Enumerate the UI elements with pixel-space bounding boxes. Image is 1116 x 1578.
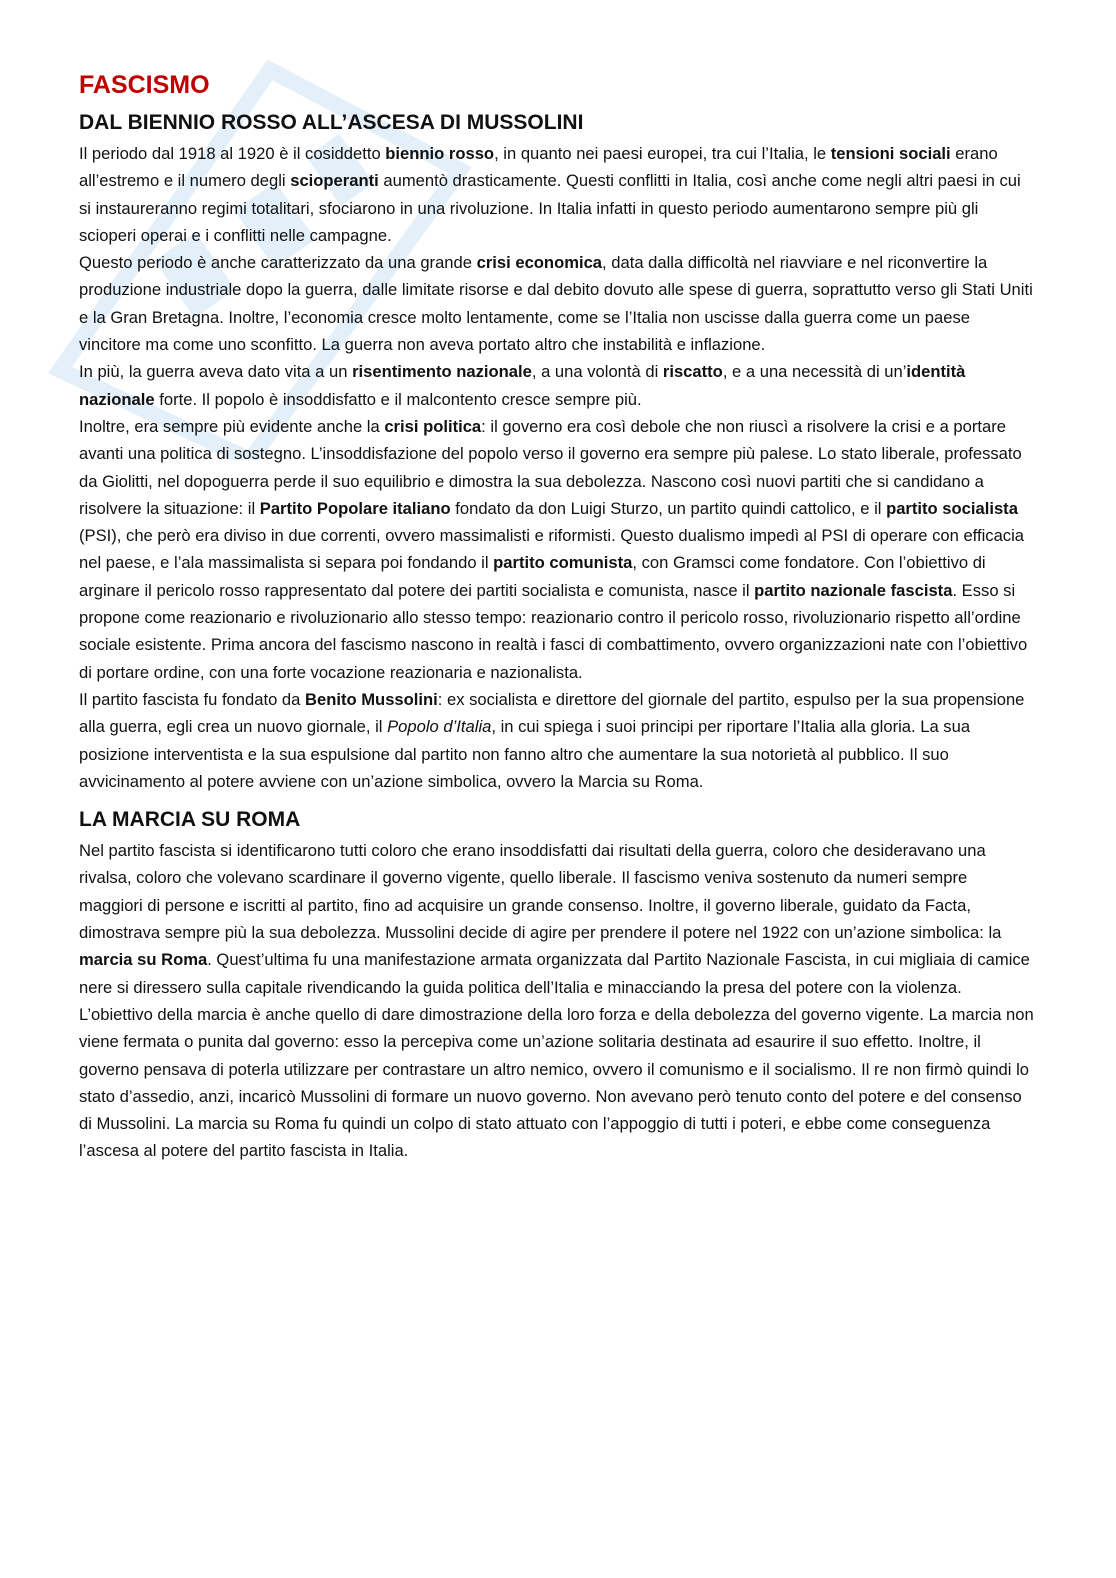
page-title: FASCISMO <box>79 71 210 99</box>
bold-term: riscatto <box>662 362 723 382</box>
section-heading-biennio: DAL BIENNIO ROSSO ALL’ASCESA DI MUSSOLINI <box>79 111 584 134</box>
bold-term: biennio rosso <box>385 144 495 163</box>
bold-term: partito comunista <box>493 553 633 573</box>
bold-term: partito nazionale fascista <box>754 580 953 600</box>
italic-term: Popolo d’Italia <box>387 717 492 737</box>
bold-term: crisi politica <box>384 416 482 436</box>
bold-term: risentimento nazionale <box>352 362 532 382</box>
paragraph-mussolini: Il partito fascista fu fondato da Benito Mussolini: ex socialista e direttore del giornale del partito, espulso per la sua propensione alla guerra, egli crea un nuovo giornale, il Popolo d’Italia, in cui spiega i suoi principi per riportare l’Italia alla gloria. La sua posizione interventista e la sua espulsione dal partito non fanno altro che aumentare la sua notorietà al pubblico. Il suo avvicinamento al potere avviene con un’azione simbolica, ovvero la Marcia su Roma. <box>79 689 1025 791</box>
paragraph-crisi-politica: Inoltre, era sempre più evidente anche la crisi politica: il governo era così debole che non riuscì a risolvere la crisi e a portare avanti una politica di sostegno. L’insoddisfazione del popolo verso il governo era sempre più palese. Lo stato liberale, professato da Giolitti, nel dopoguerra perde il suo equilibrio e dimostra la sua debolezza. Nascono così nuovi partiti che si candidano a risolvere la situazione: il Partito Popolare italiano fondato da don Luigi Sturzo, un partito quindi cattolico, e il partito socialista (PSI), che però era diviso in due correnti, ovvero massimalisti e riformisti. Questo dualismo impedì al PSI di operare con efficacia nel paese, e l’ala massimalista si separa poi fondando il partito comunista, con Gramsci come fondatore. Con l’obiettivo di arginare il pericolo rosso rappresentato dal potere dei partiti socialista e comunista, nasce il partito nazionale fascista. Esso si propone come reazionario e rivoluzionario allo stesso tempo: reazionario contro il pericolo rosso, rivoluzionario rispetto all’ordine sociale esistente. Prima ancora del fascismo nascono in realtà i fasci di combattimento, ovvero organizzazioni nate con l’obiettivo di portare ordine, con una forte vocazione reazionaria e nazionalista. <box>79 416 1028 682</box>
paragraph-risentimento: In più, la guerra aveva dato vita a un risentimento nazionale, a una volontà di riscatto, e a una necessità di un’identità nazionale forte. Il popolo è insoddisfatto e il malcontento cresce sempre più. <box>79 362 966 409</box>
bold-term: identità nazionale <box>79 362 966 409</box>
section-heading-marcia: LA MARCIA SU ROMA <box>79 808 301 832</box>
bold-term: Partito Popolare italiano <box>259 498 451 518</box>
bold-term: crisi economica <box>476 253 603 273</box>
paragraph-biennio-rosso: Il periodo dal 1918 al 1920 è il cosiddetto biennio rosso, in quanto nei paesi europei, tra cui l’Italia, le tensioni sociali erano all’estremo e il numero degli scioperanti aumentò drasticamente. Questi conflitti in Italia, così anche come negli altri paesi in cui si instaureranno regimi totalitari, sfociarono in una rivoluzione. In Italia infatti in questo periodo aumentarono sempre più gli scioperi operai e i conflitti nelle campagne. <box>79 144 1021 245</box>
bold-term: marcia su Roma <box>79 950 208 970</box>
bold-term: partito socialista <box>886 498 1018 518</box>
paragraph-marcia-su-roma: Nel partito fascista si identificarono tutti coloro che erano insoddisfatti dai risultati della guerra, coloro che desideravano una rivalsa, coloro che volevano scardinare il governo vigente, quello liberale. Il fascismo veniva sostenuto da numeri sempre maggiori di persone e iscritti al partito, fino ad acquisire un grande consenso. Inoltre, il governo liberale, guidato da Facta, dimostrava sempre più la sua debolezza. Mussolini decide di agire per prendere il potere nel 1922 con un’azione simbolica: la marcia su Roma. Quest’ultima fu una manifestazione armata organizzata dal Partito Nazionale Fascista, in cui migliaia di camice nere si diressero sulla capitale rivendicando la guida politica dell’Italia e minacciando la presa del potere con la violenza. L’obiettivo della marcia è anche quello di dare dimostrazione della loro forza e della debolezza del governo vigente. La marcia non viene fermata o punita dal governo: esso la percepiva come un’azione solitaria destinata ad esaurire il suo effetto. Inoltre, il governo pensava di poterla utilizzare per contrastare un altro nemico, ovvero il comunismo e il socialismo. Il re non firmò quindi lo stato d’assedio, anzi, incaricò Mussolini di formare un nuovo governo. Non avevano però tenuto conto del potere e del consenso di Mussolini. La marcia su Roma fu quindi un colpo di stato attuato con l’appoggio di tutti i poteri, e ebbe come conseguenza l’ascesa al potere del partito fascista in Italia. <box>79 841 1034 1161</box>
paragraph-crisi-economica: Questo periodo è anche caratterizzato da una grande crisi economica, data dalla difficoltà nel riavviare e nel riconvertire la produzione industriale dopo la guerra, dalle limitate risorse e dal debito dovuto alle spese di guerra, soprattutto verso gli Stati Uniti e la Gran Bretagna. Inoltre, l’economia cresce molto lentamente, come se l’Italia non uscisse dalla guerra come un paese vincitore ma come uno sconfitto. La guerra non aveva portato altro che instabilità e inflazione. <box>79 253 1033 355</box>
bold-term: Benito Mussolini <box>305 689 438 709</box>
bold-term: scioperanti <box>290 171 379 191</box>
bold-term: tensioni sociali <box>830 144 951 163</box>
document-page <box>79 68 1034 1165</box>
